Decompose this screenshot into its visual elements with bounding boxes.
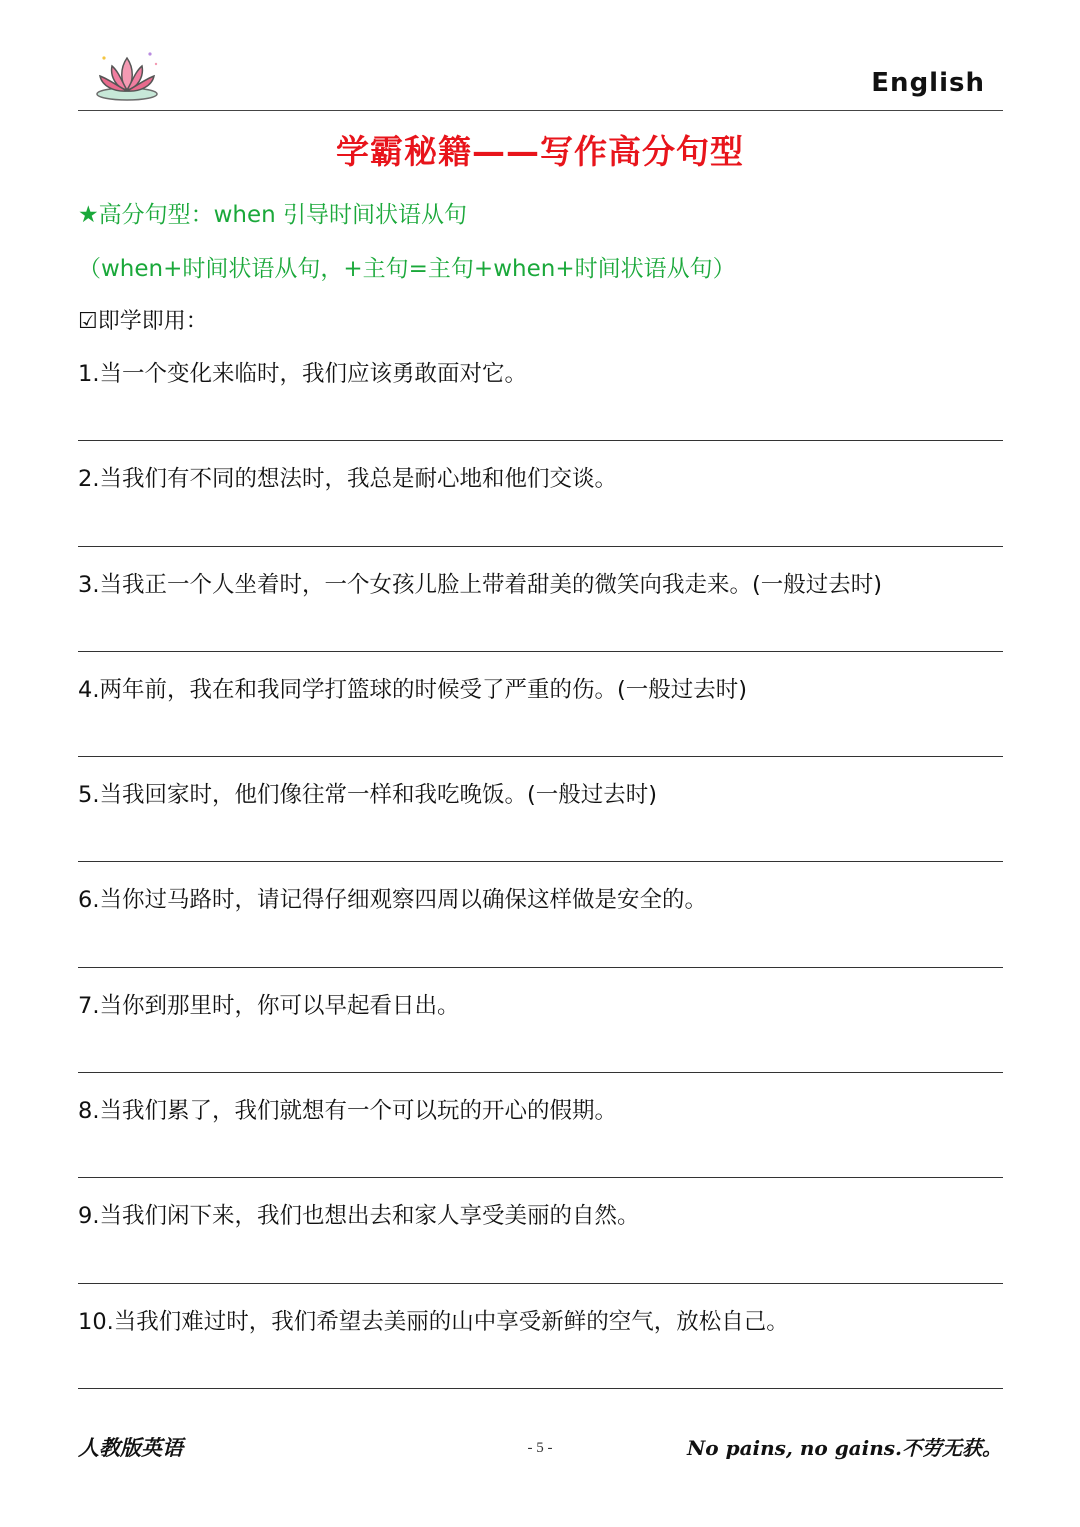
exercise-prompt: 4.两年前，我在和我同学打篮球的时候受了严重的伤。(一般过去时)	[78, 676, 748, 703]
exercise-item	[78, 968, 1003, 1073]
practice-label: ☑即学即用：	[78, 309, 208, 334]
exercise-prompt: 5.当我回家时，他们像往常一样和我吃晚饭。(一般过去时)	[78, 782, 658, 809]
exercise-item	[78, 652, 1003, 757]
exercise-prompt: 7.当你到那里时，你可以早起看日出。	[78, 992, 460, 1019]
exercise-prompt: 10.当我们难过时，我们希望去美丽的山中享受新鲜的空气，放松自己。	[78, 1308, 789, 1335]
exercise-item	[78, 547, 1003, 652]
page-title: 学霸秘籍——写作高分句型	[336, 132, 744, 171]
exercise-item	[78, 1284, 1003, 1389]
exercise-item	[78, 862, 1003, 967]
answer-line[interactable]	[78, 1388, 1003, 1389]
exercise-prompt: 3.当我正一个人坐着时，一个女孩儿脸上带着甜美的微笑向我走来。(一般过去时)	[78, 571, 883, 598]
exercise-prompt: 9.当我们闲下来，我们也想出去和家人享受美丽的自然。	[78, 1203, 640, 1230]
exercise-item	[78, 1178, 1003, 1283]
exercise-item	[78, 1073, 1003, 1178]
lotus-logo-icon	[92, 46, 162, 106]
exercise-item	[78, 441, 1003, 546]
page-header	[78, 40, 1003, 111]
exercise-list	[78, 336, 1003, 1389]
exercise-prompt: 8.当我们累了，我们就想有一个可以玩的开心的假期。	[78, 1098, 617, 1125]
exercise-prompt: 1.当一个变化来临时，我们应该勇敢面对它。	[78, 361, 527, 387]
pattern-formula: （when+时间状语从句，+主句=主句+when+时间状语从句）	[78, 256, 736, 282]
header-subject-label: English	[871, 68, 985, 98]
exercise-item	[78, 336, 1003, 441]
exercise-prompt: 6.当你过马路时，请记得仔细观察四周以确保这样做是安全的。	[78, 887, 707, 914]
page-number: - 5 -	[527, 1440, 553, 1456]
footer-textbook-label: 人教版英语	[78, 1435, 183, 1460]
exercise-prompt: 2.当我们有不同的想法时，我总是耐心地和他们交谈。	[78, 466, 617, 493]
exercise-item	[78, 757, 1003, 862]
pattern-heading: ★高分句型：when 引导时间状语从句	[78, 202, 468, 228]
footer-motto: No pains, no gains.不劳无获。	[687, 1436, 1002, 1460]
